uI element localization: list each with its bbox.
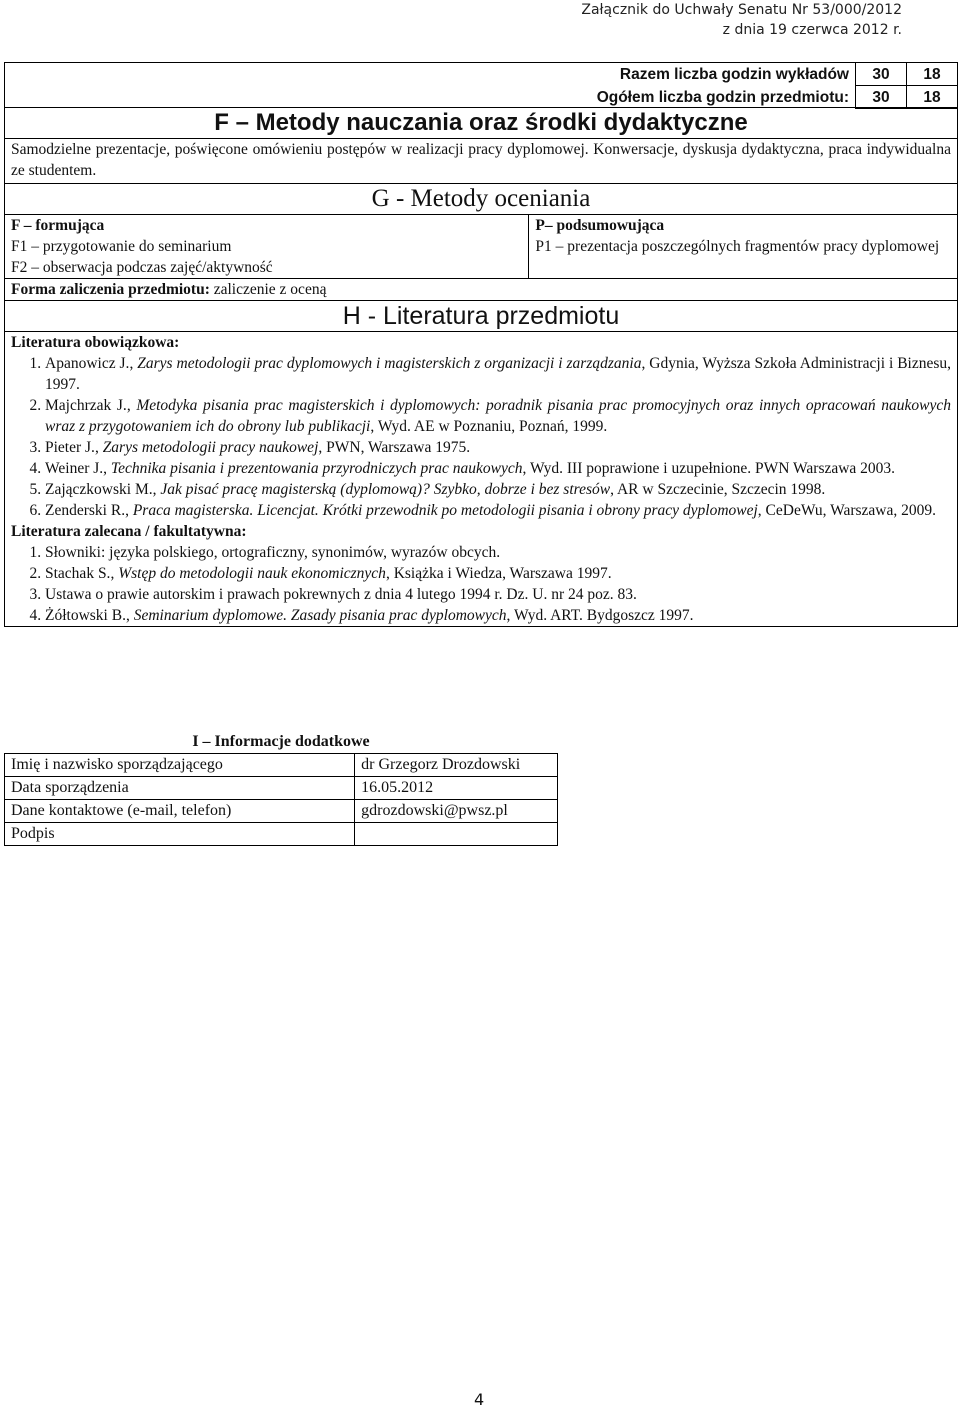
info-value: gdrozdowski@pwsz.pl (355, 800, 558, 823)
annex-line-2: z dnia 19 czerwca 2012 r. (722, 22, 902, 38)
info-value: dr Grzegorz Drozdowski (355, 754, 558, 777)
lectures-value-a: 30 (856, 63, 907, 86)
info-row (5, 754, 558, 777)
literature-author: Słowniki: języka polskiego, ortograficzny, synonimów, wyrazów obcych. (45, 544, 501, 561)
section-f-title: F – Metody nauczania oraz środki dydaktyczne (5, 108, 958, 139)
section-h-title: H - Literatura przedmiotu (5, 301, 958, 332)
total-value-a: 30 (856, 86, 907, 109)
additional-info-table (4, 731, 558, 846)
literature-item: 1. Apanowicz J., Zarys metodologii prac dyplomowych i magisterskich z organizacji i zarządzania, Gdynia, Wyższa Szkoła Administracji i Biznesu, 1997. (45, 353, 951, 395)
literature-item: 3. Pieter J., Zarys metodologii pracy naukowej, PWN, Warszawa 1975. (45, 437, 951, 458)
info-label: Imię i nazwisko sporządzającego (5, 754, 355, 777)
literature-item: 2. Stachak S., Wstęp do metodologii nauk ekonomicznych, Książka i Wiedza, Warszawa 1997. (45, 563, 951, 584)
literature-title: Seminarium dyplomowe. Zasady pisania prac dyplomowych (133, 607, 507, 624)
literature-title: Metodyka pisania prac magisterskich i dyplomowych: poradnik pisania prac promocyjnych oraz innych opracowań naukowych wraz z przygotowaniem ich do obrony lub publikacji (45, 397, 951, 435)
literature-publisher: , PWN, Warszawa 1975. (318, 439, 471, 456)
literature-title: Jak pisać pracę magisterską (dyplomową)? Szybko, dobrze i bez stresów (160, 481, 611, 498)
formative-header: F – formująca (11, 217, 105, 234)
assessment-form-value: zaliczenie z oceną (213, 281, 327, 298)
literature-author: Ustawa o prawie autorskim i prawach pokrewnych z dnia 4 lutego 1994 r. Dz. U. nr 24 poz. 83. (45, 586, 637, 603)
info-row (5, 800, 558, 823)
annex-header (581, 0, 902, 40)
info-value: 16.05.2012 (355, 777, 558, 800)
info-label: Podpis (5, 823, 355, 846)
required-literature-list (11, 353, 951, 521)
info-label: Dane kontaktowe (e-mail, telefon) (5, 800, 355, 823)
info-row (5, 823, 558, 846)
literature-publisher: , Książka i Wiedza, Warszawa 1997. (385, 565, 612, 582)
literature-item: 2. Majchrzak J., Metodyka pisania prac magisterskich i dyplomowych: poradnik pisania prac promocyjnych oraz innych opracowań naukowych wraz z przygotowaniem ich do obrony lub publikacji, Wyd. AE w Poznaniu, Poznań, 1999. (45, 395, 951, 437)
section-i-title: I – Informacje dodatkowe (192, 733, 370, 750)
literature-item (45, 542, 951, 563)
literature-publisher: , Wyd. III poprawione i uzupełnione. PWN Warszawa 2003. (522, 460, 896, 477)
optional-literature-label: Literatura zalecana / fakultatywna: (11, 523, 247, 540)
literature-publisher: , CeDeWu, Warszawa, 2009. (757, 502, 936, 519)
literature-publisher: , Wyd. AE w Poznaniu, Poznań, 1999. (370, 418, 608, 435)
literature-item: 4. Żółtowski B., Seminarium dyplomowe. Zasady pisania prac dyplomowych, Wyd. ART. Bydgoszcz 1997. (45, 605, 951, 626)
summative-item-1: P1 – prezentacja poszczególnych fragmentów pracy dyplomowej (535, 238, 940, 255)
assessment-form-label: Forma zaliczenia przedmiotu: (11, 281, 210, 298)
page-number: 4 (474, 1390, 485, 1409)
literature-author: Stachak S. (45, 565, 111, 582)
literature-publisher: , Gdynia, Wyższa Szkoła Administracji i Biznesu, 1997. (45, 355, 952, 393)
formative-item-1: F1 – przygotowanie do seminarium (11, 238, 232, 255)
total-value-b: 18 (907, 86, 958, 109)
lectures-label: Razem liczba godzin wykładów (5, 63, 856, 86)
literature-author: Zenderski R. (45, 502, 126, 519)
literature-author: Majchrzak J. (45, 397, 127, 414)
total-label: Ogółem liczba godzin przedmiotu: (5, 86, 856, 109)
summative-assessment-cell (529, 215, 958, 279)
section-g-title: G - Metody oceniania (5, 184, 958, 215)
required-literature-label: Literatura obowiązkowa: (11, 334, 180, 351)
syllabus-table (4, 107, 958, 627)
literature-item: 6. Zenderski R., Praca magisterska. Licencjat. Krótki przewodnik po metodologii pisania i obrony pracy dyplomowej, CeDeWu, Warszawa, 2009. (45, 500, 951, 521)
info-label: Data sporządzenia (5, 777, 355, 800)
literature-author: Weiner J. (45, 460, 104, 477)
lectures-row (5, 63, 958, 86)
optional-literature-list (11, 542, 951, 626)
formative-assessment-cell (5, 215, 529, 279)
literature-author: Apanowicz J. (45, 355, 130, 372)
hours-table (4, 62, 958, 109)
literature-title: Wstęp do metodologii nauk ekonomicznych (118, 565, 386, 582)
literature-author: Żółtowski B. (45, 607, 126, 624)
literature-publisher: , AR w Szczecinie, Szczecin 1998. (610, 481, 826, 498)
formative-item-2: F2 – obserwacja podczas zajęć/aktywność (11, 259, 273, 276)
literature-title: Zarys metodologii pracy naukowej (102, 439, 319, 456)
literature-title: Technika pisania i prezentowania przyrodniczych prac naukowych (110, 460, 523, 477)
info-row (5, 777, 558, 800)
summative-header: P– podsumowująca (535, 217, 665, 234)
literature-item (45, 584, 951, 605)
literature-cell (5, 332, 958, 627)
annex-line-1: Załącznik do Uchwały Senatu Nr 53/000/2012 (581, 2, 902, 18)
assessment-form (5, 279, 958, 301)
literature-title: Zarys metodologii prac dyplomowych i magisterskich z organizacji i zarządzania (137, 355, 642, 372)
literature-item: 4. Weiner J., Technika pisania i prezentowania przyrodniczych prac naukowych, Wyd. III poprawione i uzupełnione. PWN Warszawa 2003. (45, 458, 951, 479)
section-f-text: Samodzielne prezentacje, poświęcone omówieniu postępów w realizacji pracy dyplomowej. Konwersacje, dyskusja dydaktyczna, praca indywidualna ze studentem. (5, 139, 958, 184)
info-value (355, 823, 558, 846)
literature-item: 5. Zajączkowski M., Jak pisać pracę magisterską (dyplomową)? Szybko, dobrze i bez stresów, AR w Szczecinie, Szczecin 1998. (45, 479, 951, 500)
lectures-value-b: 18 (907, 63, 958, 86)
literature-publisher: , Wyd. ART. Bydgoszcz 1997. (506, 607, 694, 624)
total-row (5, 86, 958, 109)
literature-author: Pieter J. (45, 439, 95, 456)
literature-author: Zajączkowski M. (45, 481, 153, 498)
literature-title: Praca magisterska. Licencjat. Krótki przewodnik po metodologii pisania i obrony pracy dyplomowej (132, 502, 758, 519)
